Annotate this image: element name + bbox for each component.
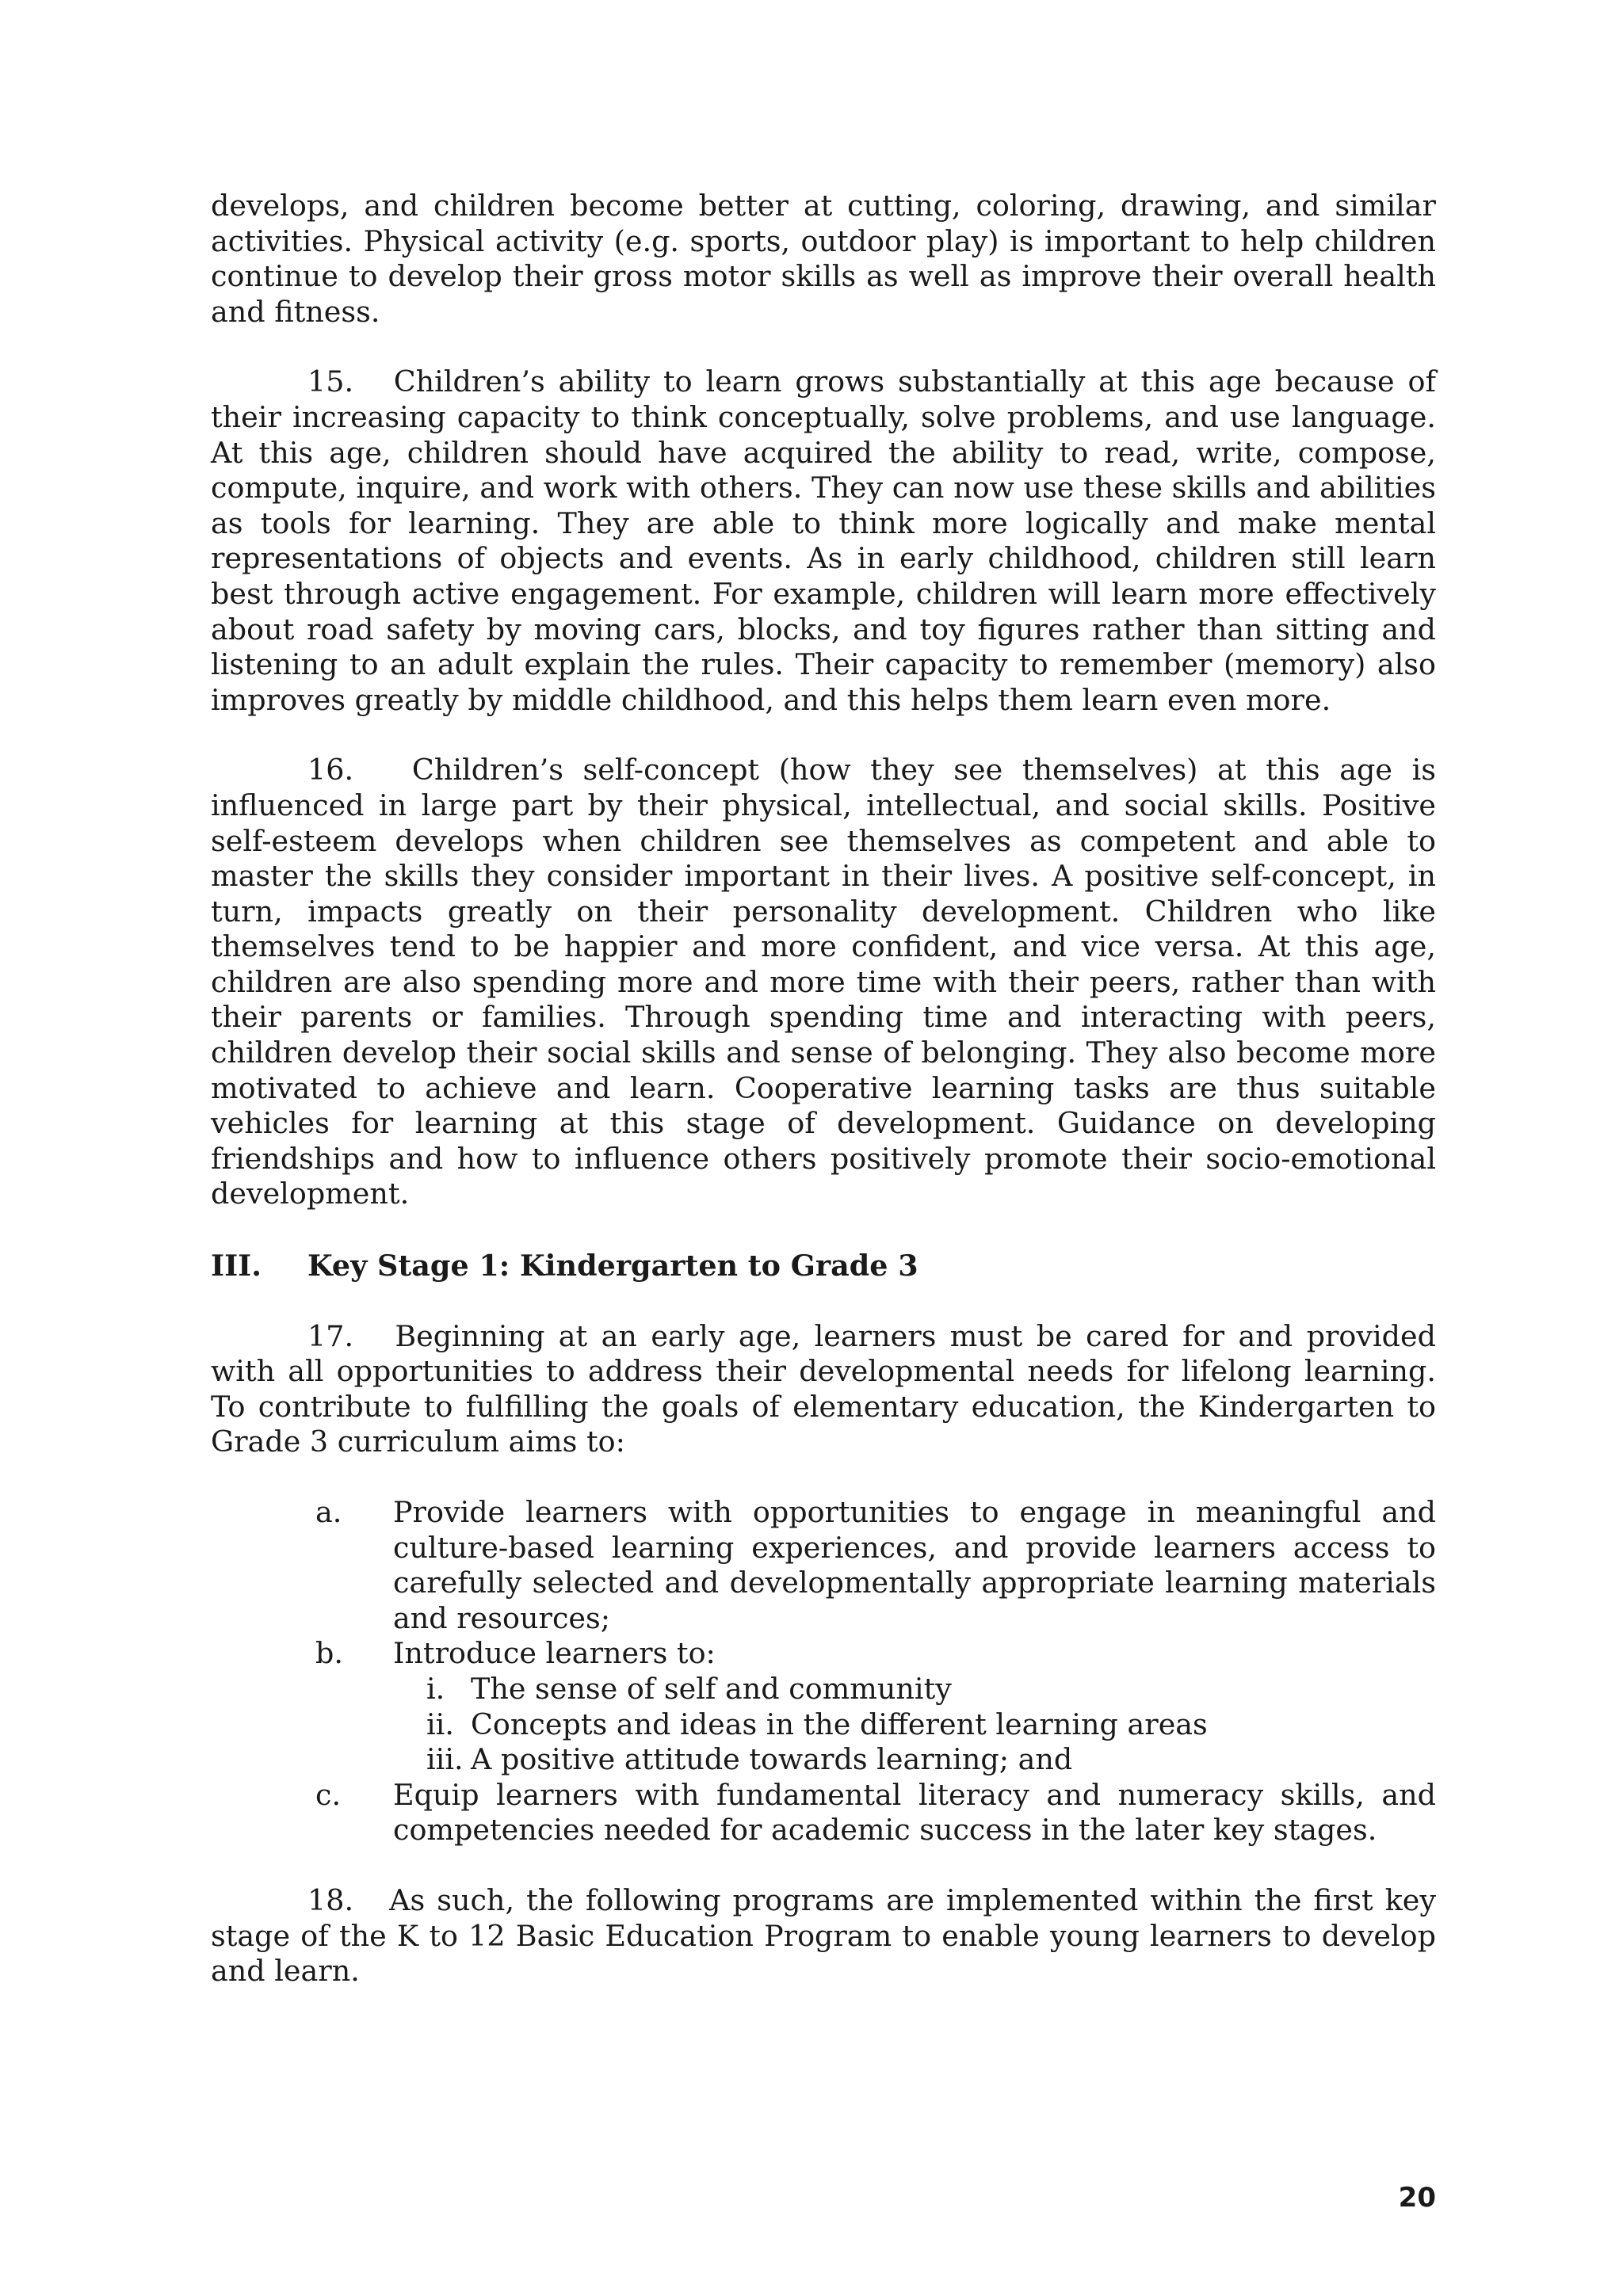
sub-list-text: A positive attitude towards learning; and: [471, 1742, 1073, 1777]
document-page: [211, 189, 1436, 1989]
sub-list-numeral: ii.: [426, 1707, 454, 1741]
list-item-body: [393, 1636, 1436, 1672]
sub-list-numeral: iii.: [426, 1742, 464, 1777]
paragraph-16-number: 16.: [307, 753, 354, 788]
paragraph-15-number: 15.: [307, 364, 354, 399]
curriculum-aims-list: [315, 1495, 1436, 1848]
paragraph-14-continuation: develops, and children become better at cutting, coloring, drawing, and similar activities. Physical activity (e.g. sports, outdoor play) is important to help children continue to develop their gross motor skills as well as improve their overall health and fitness.: [211, 189, 1436, 329]
list-item: [315, 1495, 1436, 1636]
paragraph-17-text: Beginning at an early age, learners must be cared for and provided with all opportunities to address their developmental needs for lifelong learning. To contribute to fulfilling the goals of elementary education, the Kindergarten to Grade 3 curriculum aims to:: [211, 1318, 1436, 1459]
list-item-text: Introduce learners to:: [393, 1636, 716, 1671]
paragraph-15: [211, 364, 1436, 718]
sub-list-item: [315, 1672, 1436, 1707]
paragraph-15-text: Children’s ability to learn grows substantially at this age because of their increasing capacity to think conceptually, solve problems, and use language. At this age, children should have acquired the ability to read, write, compose, compute, inquire, and work with others. They can now use these skills and abilities as tools for learning. They are able to think more logically and make mental representations of objects and events. As in early childhood, children still learn best through active engagement. For example, children will learn more effectively about road safety by moving cars, blocks, and toy figures rather than sitting and listening to an adult explain the rules. Their capacity to remember (memory) also improves greatly by middle childhood, and this helps them learn even more.: [211, 364, 1436, 717]
sub-list-item: [315, 1742, 1436, 1778]
paragraph-17: [211, 1319, 1436, 1460]
paragraph-18: [211, 1883, 1436, 1989]
section-heading: [211, 1249, 1436, 1284]
section-number: III.: [211, 1249, 262, 1283]
page-number: 20: [1398, 2182, 1436, 2214]
paragraph-18-text: As such, the following programs are implemented within the first key stage of the K to 12 Basic Education Program to enable young learners to develop and learn.: [211, 1882, 1436, 1989]
paragraph-18-number: 18.: [307, 1882, 354, 1917]
list-item-text: Provide learners with opportunities to engage in meaningful and culture-based learning experiences, and provide learners access to carefully selected and developmentally appropriate learning materials and resources;: [393, 1495, 1436, 1635]
list-item-letter: b.: [315, 1636, 343, 1671]
list-item-letter: c.: [315, 1777, 342, 1812]
sub-list-numeral: i.: [426, 1671, 445, 1706]
sub-list-item: [315, 1707, 1436, 1743]
paragraph-16: [211, 753, 1436, 1212]
list-item: [315, 1636, 1436, 1672]
list-item-letter: a.: [315, 1495, 342, 1529]
sub-list-text: Concepts and ideas in the different learning areas: [471, 1707, 1208, 1741]
section-title: Key Stage 1: Kindergarten to Grade 3: [307, 1249, 918, 1283]
paragraph-17-number: 17.: [307, 1318, 354, 1353]
sub-list-text: The sense of self and community: [471, 1671, 952, 1706]
list-item: [315, 1778, 1436, 1848]
list-item-text: Equip learners with fundamental literacy and numeracy skills, and competencies needed for academic success in the later key stages.: [393, 1777, 1436, 1848]
sub-list: [315, 1672, 1436, 1778]
paragraph-16-text: Children’s self-concept (how they see themselves) at this age is influenced in large part by their physical, intellectual, and social skills. Positive self-esteem develops when children see themselves as competent and able to master the skills they consider important in their lives. A positive self-concept, in turn, impacts greatly on their personality development. Children who like themselves tend to be happier and more confident, and vice versa. At this age, children are also spending more and more time with their peers, rather than with their parents or families. Through spending time and interacting with peers, children develop their social skills and sense of belonging. They also become more motivated to achieve and learn. Cooperative learning tasks are thus suitable vehicles for learning at this stage of development. Guidance on developing friendships and how to influence others positively promote their socio-emotional development.: [211, 753, 1436, 1211]
